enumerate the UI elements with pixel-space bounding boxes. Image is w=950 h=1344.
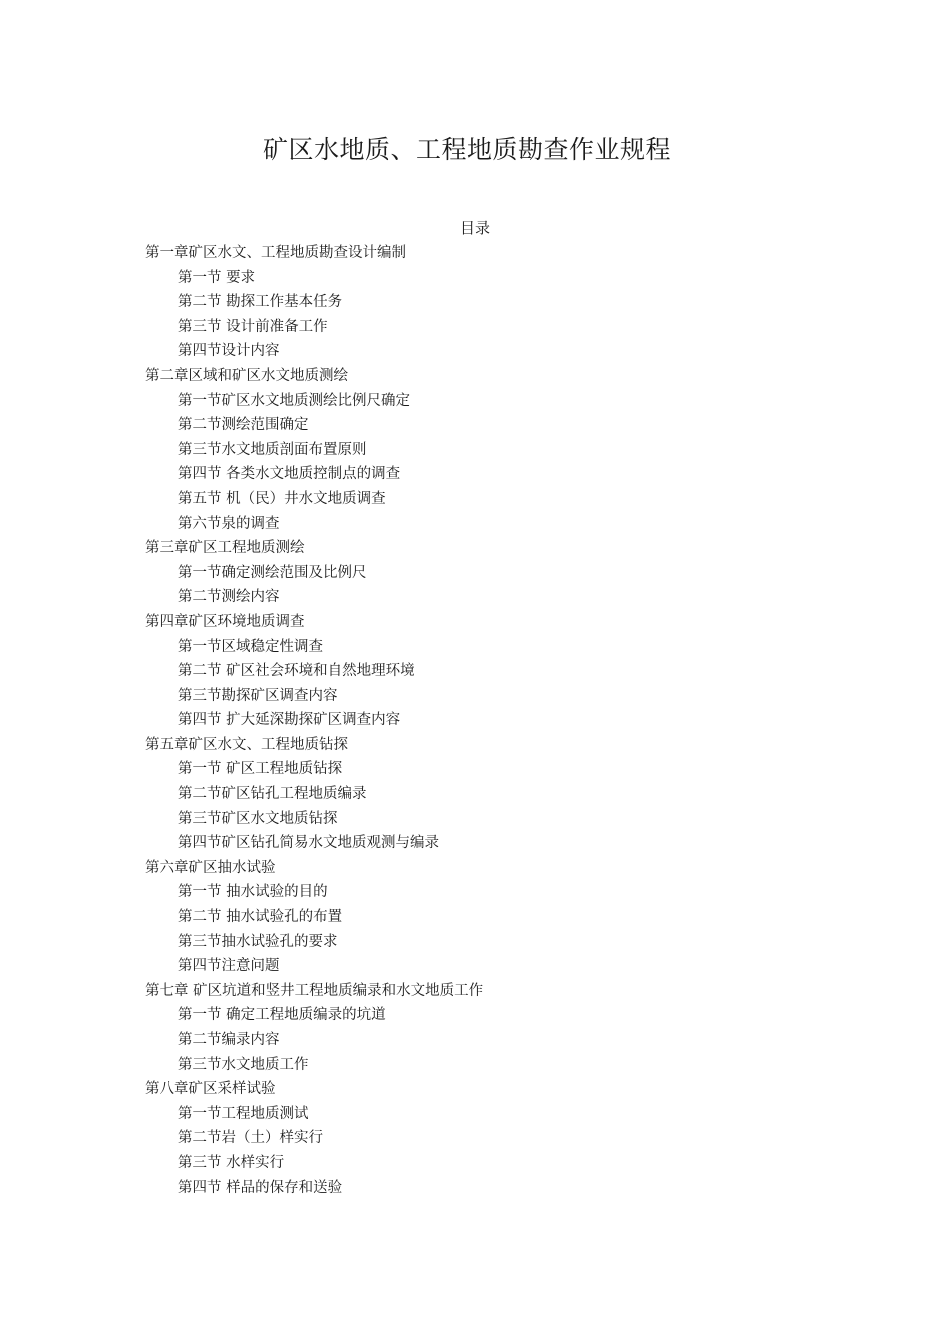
toc-section-item: 第一节矿区水文地质测绘比例尺确定	[178, 392, 410, 409]
toc-chapter-item: 第五章矿区水文、工程地质钻探	[145, 736, 348, 753]
toc-chapter-item: 第八章矿区采样试验	[145, 1081, 276, 1098]
toc-chapter-item: 第六章矿区抽水试验	[145, 859, 276, 876]
toc-section-item: 第六节泉的调查	[178, 515, 280, 532]
table-of-contents	[145, 241, 845, 1200]
document-title: 矿区水地质、工程地质勘查作业规程	[262, 135, 671, 164]
toc-section-item: 第一节确定测绘范围及比例尺	[178, 564, 367, 581]
toc-section-item: 第一节 确定工程地质编录的坑道	[178, 1007, 386, 1024]
toc-section-item: 第三节抽水试验孔的要求	[178, 933, 338, 950]
toc-section-item: 第一节 抽水试验的目的	[178, 884, 328, 901]
toc-section-item: 第四节 样品的保存和送验	[178, 1179, 343, 1196]
toc-section-item: 第三节 设计前准备工作	[178, 318, 328, 335]
toc-section-item: 第四节设计内容	[178, 343, 280, 360]
toc-chapter-item: 第三章矿区工程地质测绘	[145, 540, 305, 557]
toc-chapter-item: 第二章区域和矿区水文地质测绘	[145, 367, 348, 384]
toc-section-item: 第一节 要求	[178, 269, 256, 286]
toc-section-item: 第三节勘探矿区调查内容	[178, 687, 338, 704]
toc-section-item: 第一节 矿区工程地质钻探	[178, 761, 343, 778]
toc-section-item: 第一节工程地质测试	[178, 1105, 309, 1122]
toc-chapter-item: 第四章矿区环境地质调查	[145, 613, 305, 630]
toc-section-item: 第二节岩（土）样实行	[178, 1130, 323, 1147]
toc-section-item: 第二节矿区钻孔工程地质编录	[178, 786, 367, 803]
toc-section-item: 第二节 矿区社会环境和自然地理环境	[178, 663, 415, 680]
toc-section-item: 第四节 扩大延深勘探矿区调查内容	[178, 712, 401, 729]
toc-section-item: 第五节 机（民）井水文地质调查	[178, 490, 386, 507]
toc-section-item: 第四节注意问题	[178, 958, 280, 975]
toc-section-item: 第四节 各类水文地质控制点的调查	[178, 466, 401, 483]
toc-section-item: 第二节编录内容	[178, 1032, 280, 1048]
toc-section-item: 第二节 勘探工作基本任务	[178, 294, 343, 311]
toc-section-item: 第三节 水样实行	[178, 1154, 285, 1171]
toc-chapter-item: 第一章矿区水文、工程地质勘查设计编制	[145, 245, 406, 261]
toc-section-item: 第四节矿区钻孔简易水文地质观测与编录	[178, 835, 439, 852]
toc-section-item: 第二节测绘内容	[178, 589, 280, 606]
toc-section-item: 第一节区域稳定性调查	[178, 638, 323, 655]
toc-section-item: 第二节测绘范围确定	[178, 417, 309, 434]
toc-section-item: 第三节矿区水文地质钻探	[178, 810, 338, 827]
toc-section-item: 第二节 抽水试验孔的布置	[178, 909, 343, 926]
toc-chapter-item: 第七章 矿区坑道和竖井工程地质编录和水文地质工作	[145, 982, 484, 999]
toc-section-item: 第三节水文地质剖面布置原则	[178, 441, 367, 458]
toc-section-item: 第三节水文地质工作	[178, 1056, 309, 1073]
toc-heading: 目录	[459, 219, 490, 237]
